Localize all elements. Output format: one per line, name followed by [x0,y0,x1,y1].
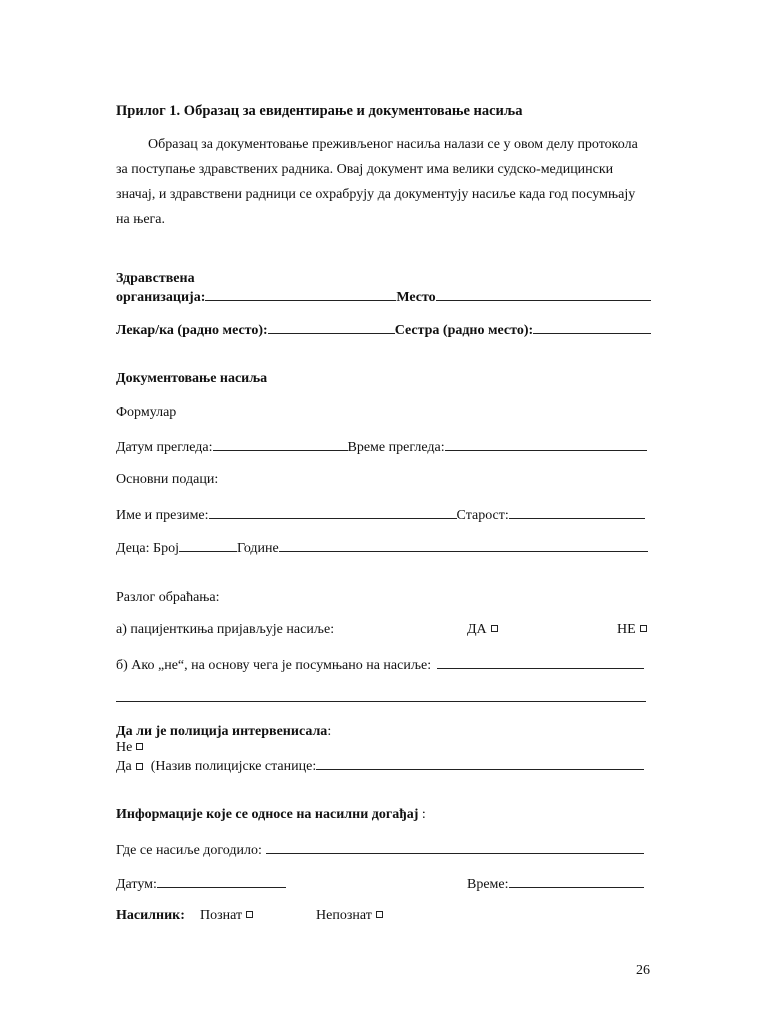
perpetrator-known-label: Познат [200,908,243,923]
exam-row [116,438,647,456]
basic-data-label: Основни подаци: [116,472,219,487]
perpetrator-unknown-checkbox[interactable] [376,911,383,918]
exam-date-field[interactable] [213,438,348,451]
incident-time-field[interactable] [509,875,644,888]
org-label: организација: [116,290,206,305]
reason-label: Разлог обраћања: [116,590,220,605]
incident-heading-text: Информације које се односе на насилни догађај [116,807,419,822]
exam-time-field[interactable] [445,438,647,451]
documentation-heading: Документовање насиља [116,371,268,386]
police-yes-label: Да [116,759,132,774]
children-row [116,539,648,557]
children-years-field[interactable] [279,539,648,552]
exam-date-label: Датум прегледа: [116,440,213,455]
reason-b-row [116,656,644,674]
page-title: Прилог 1. Образац за евидентирање и документовање насиља [116,103,523,119]
perpetrator-unknown-option[interactable] [316,908,383,924]
age-field[interactable] [509,506,645,519]
perpetrator-known-option[interactable] [200,908,253,924]
reason-b-field[interactable] [437,656,644,669]
perpetrator-unknown-label: Непознат [316,908,372,923]
doctor-label: Лекар/ка (радно место): [116,323,268,338]
incident-date-row [116,875,286,893]
incident-date-field[interactable] [157,875,286,888]
place-label: Место [396,290,436,305]
children-label: Деца: Број [116,541,179,556]
incident-heading-colon: : [418,807,426,822]
police-station-label: (Назив полицијске станице: [150,759,317,774]
police-yes-row [116,757,644,775]
incident-where-field[interactable] [266,841,644,854]
incident-time-row [467,875,644,893]
perpetrator-known-checkbox[interactable] [246,911,253,918]
incident-heading [116,807,651,823]
intro-line-1: Образац за документовање преживљеног насиља налази се у овом делу протокола [148,137,638,152]
nurse-field[interactable] [533,321,651,334]
org-field[interactable] [205,288,396,301]
police-yes-checkbox[interactable] [136,763,143,770]
name-field[interactable] [209,506,457,519]
police-question-text: Да ли је полиција интервенисала [116,724,328,739]
reason-b-label: б) Ако „не“, на основу чега је посумњано на насиље: [116,658,432,673]
page-number: 26 [636,963,650,978]
intro-line-4: на њега. [116,212,165,227]
police-no-label: Не [116,740,133,755]
incident-where-label: Где се насиље догодило: [116,843,262,858]
exam-time-label: Време прегледа: [347,440,445,455]
reason-no-label: НЕ [617,622,636,637]
police-question-colon: : [327,724,332,739]
org-label-line1: Здравствена [116,271,195,286]
place-field[interactable] [436,288,651,301]
reason-b-field-2[interactable] [116,689,646,702]
reason-a-label: а) пацијенткиња пријављује насиље: [116,622,335,637]
staff-row [116,321,651,339]
children-count-field[interactable] [179,539,237,552]
form-label: Формулар [116,405,177,420]
reason-yes-checkbox[interactable] [491,625,498,632]
nurse-label: Сестра (радно место): [394,323,534,338]
reason-yes-option[interactable] [467,622,498,638]
name-age-row [116,506,645,524]
police-question [116,724,651,740]
intro-line-2: за поступање здравствених радника. Овај документ има велики судско-медицински [116,162,614,177]
doctor-field[interactable] [268,321,395,334]
reason-b-row-2 [116,689,646,702]
name-label: Име и презиме: [116,508,209,523]
police-station-field[interactable] [316,757,644,770]
perpetrator-label: Насилник: [116,908,185,923]
incident-where-row [116,841,644,859]
intro-line-3: значај, и здравствени радници се охрабрују да документују насиље када год посумњају [116,187,636,202]
police-no-option[interactable] [116,740,651,756]
years-label: Године [236,541,279,556]
incident-date-label: Датум: [116,877,157,892]
age-label: Старост: [456,508,509,523]
reason-no-checkbox[interactable] [640,625,647,632]
reason-yes-label: ДА [467,622,487,637]
org-place-row [116,288,651,306]
reason-no-option[interactable] [617,622,647,638]
police-no-checkbox[interactable] [136,743,143,750]
incident-time-label: Време: [467,877,509,892]
